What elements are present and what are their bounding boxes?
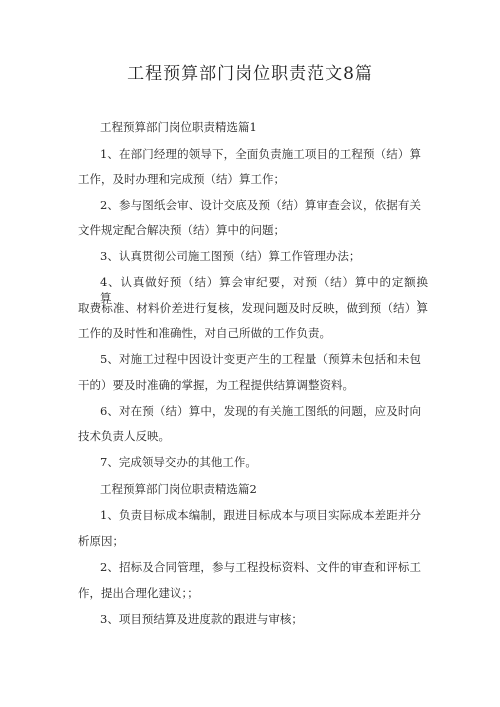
paragraph-line: 工作的及时性和准确性，对自己所做的工作负责。 [78,326,331,340]
paragraph-line: 1、在部门经理的领导下，全面负责施工项目的工程预（结）算 [100,147,421,161]
paragraph-line: 3、认真贯彻公司施工图预（结）算工作管理办法； [100,249,361,263]
paragraph-line: 技术负责人反映。 [78,429,170,443]
paragraph-line: 析原因； [78,534,124,548]
paragraph-line: 2、参与图纸会审、设计交底及预（结）算审查会议，依据有关 [100,198,421,212]
paragraph-line: 4、认真做好预（结）算会审纪要，对预（结）算中的定额换算、 [100,275,428,305]
paragraph-line: 工作，及时办理和完成预（结）算工作； [78,172,285,186]
paragraph-line: 2、招标及合同管理，参与工程投标资料、文件的审查和评标工 [100,560,421,574]
paragraph-line: 7、完成领导交办的其他工作。 [100,455,257,469]
paragraph-line: 干的）要及时准确的掌握，为工程提供结算调整资料。 [78,378,354,392]
paragraph-line: 作，提出合理化建议；； [78,586,199,600]
paragraph-line: 1、负责目标成本编制，跟进目标成本与项目实际成本差距并分 [100,508,421,522]
paragraph-line: 文件规定配合解决预（结）算中的问题； [78,223,285,237]
paragraph-line: 6、对在预（结）算中，发现的有关施工图纸的问题，应及时向 [100,404,421,418]
section-heading-1: 工程预算部门岗位职责精选篇1 [100,120,257,134]
paragraph-line: 5、对施工过程中因设计变更产生的工程量（预算未包括和未包 [100,352,421,366]
paragraph-line: 3、项目预结算及进度款的跟进与审核； [100,612,303,626]
section-heading-2: 工程预算部门岗位职责精选篇2 [100,482,257,496]
paragraph-line: 取费标准、材料价差进行复核，发现问题及时反映，做到预（结）算 [78,301,428,315]
document-title: 工程预算部门岗位职责范文8篇 [127,64,373,84]
